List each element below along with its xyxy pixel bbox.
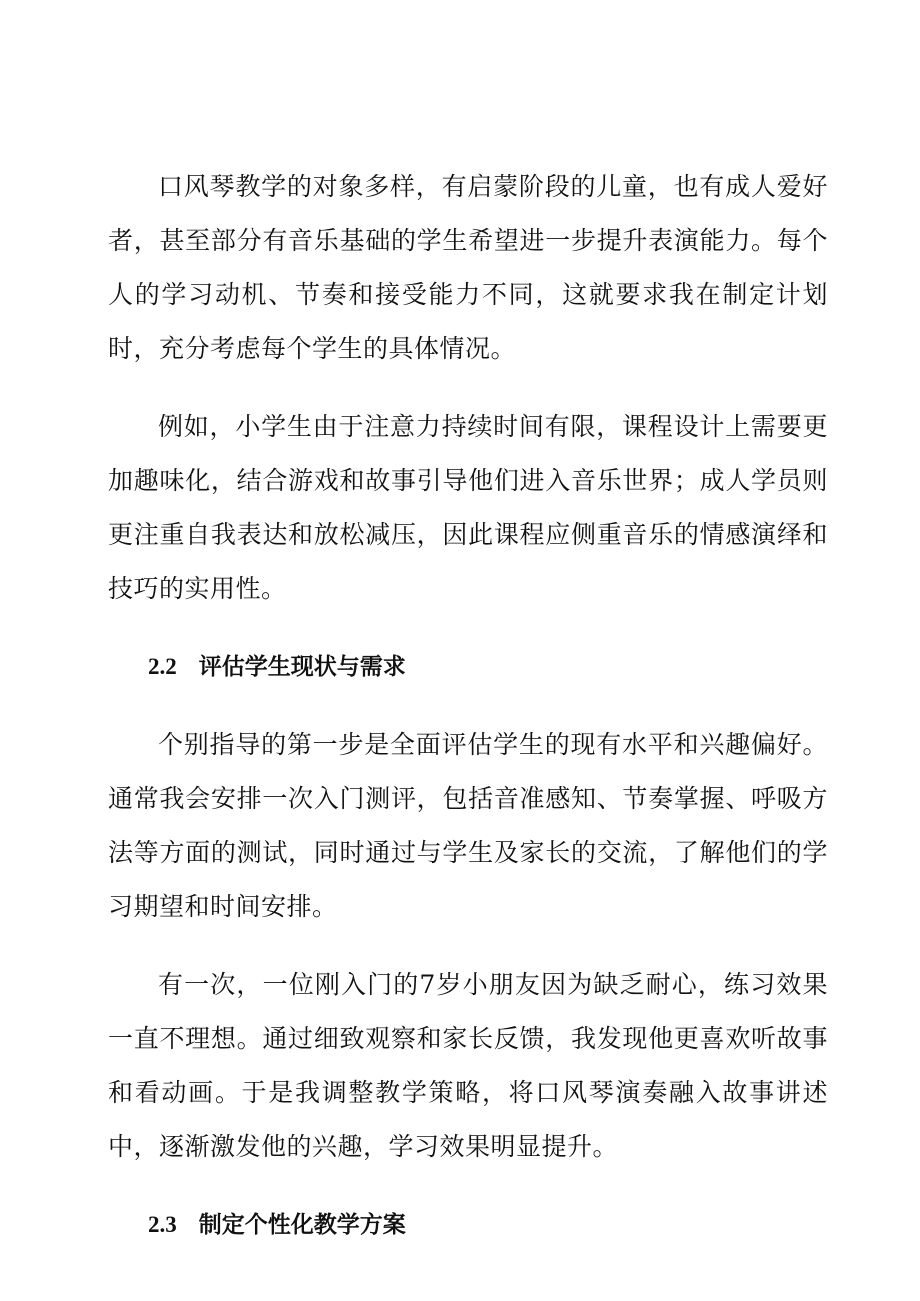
paragraph-example-students: 例如，小学生由于注意力持续时间有限，课程设计上需要更加趣味化，结合游戏和故事引导他们进入音乐世界；成人学员则更注重自我表达和放松减压，因此课程应侧重音乐的情感演绎和技巧的实用性。 <box>108 412 828 603</box>
section-heading-2-3 <box>108 1198 828 1252</box>
document-body <box>108 160 828 1276</box>
paragraph-case-story: 有一次，一位刚入门的7岁小朋友因为缺乏耐心，练习效果一直不理想。通过细致观察和家长反馈，我发现他更喜欢听故事和看动画。于是我调整教学策略，将口风琴演奏融入故事讲述中，逐渐激发他的兴趣，学习效果明显提升。 <box>108 970 828 1161</box>
section-title: 制定个性化教学方案 <box>198 1212 406 1238</box>
section-heading-2-2 <box>108 640 828 694</box>
paragraph-assessment: 个别指导的第一步是全面评估学生的现有水平和兴趣偏好。通常我会安排一次入门测评，包括音准感知、节奏掌握、呼吸方法等方面的测试，同时通过与学生及家长的交流，了解他们的学习期望和时间安排。 <box>108 730 828 921</box>
section-number: 2.3 <box>148 1212 177 1237</box>
section-title: 评估学生现状与需求 <box>198 654 406 680</box>
paragraph-learner-diversity: 口风琴教学的对象多样，有启蒙阶段的儿童，也有成人爱好者，甚至部分有音乐基础的学生希望进一步提升表演能力。每个人的学习动机、节奏和接受能力不同，这就要求我在制定计划时，充分考虑每个学生的具体情况。 <box>108 172 828 363</box>
section-number: 2.2 <box>148 654 177 679</box>
